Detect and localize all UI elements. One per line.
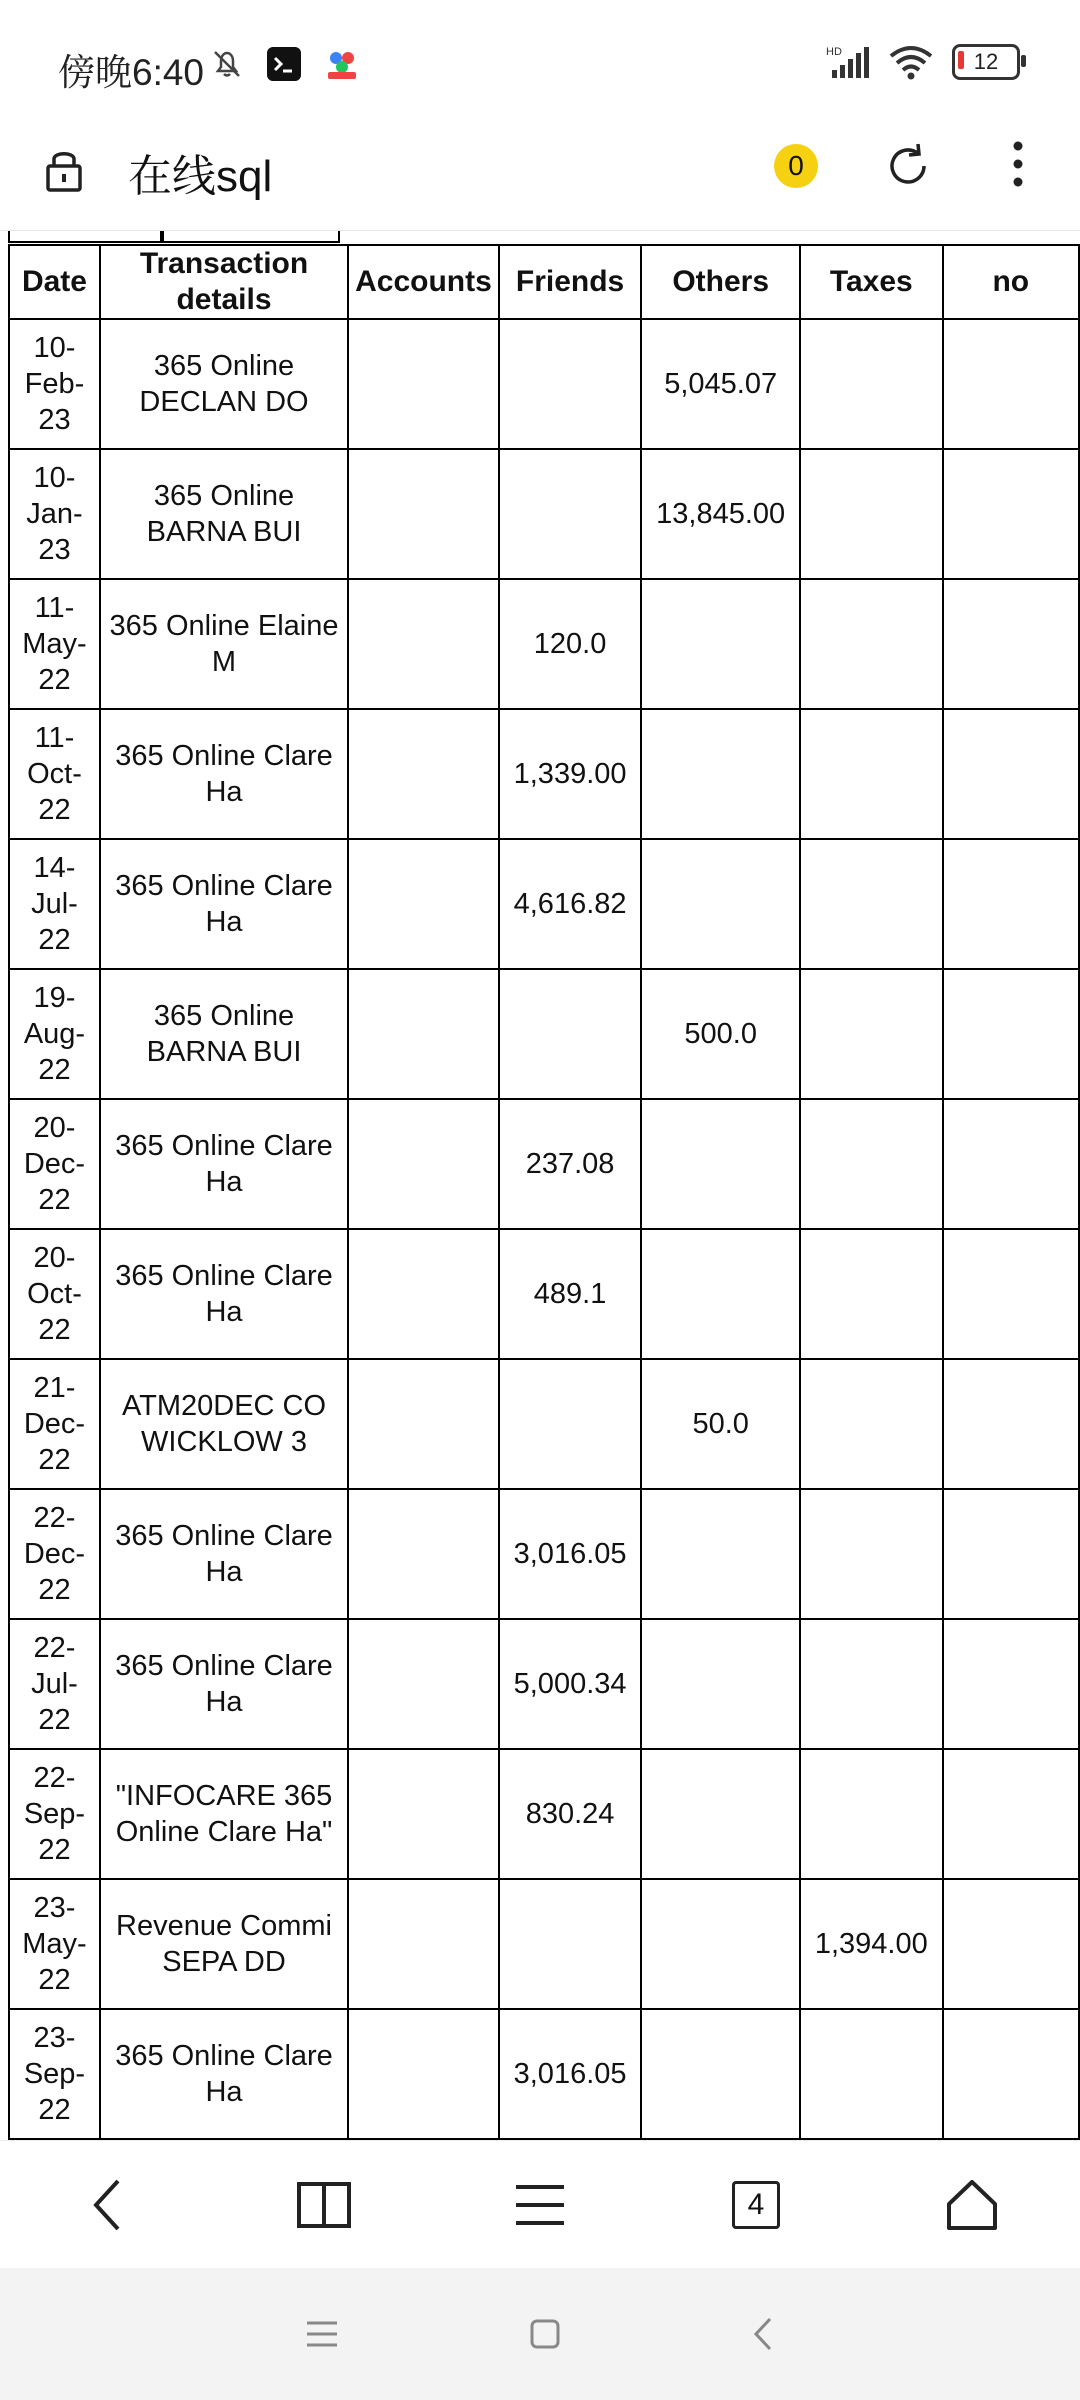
table-cell: 10-Jan-23 bbox=[9, 449, 100, 579]
battery-level: 12 bbox=[973, 49, 999, 74]
book-icon bbox=[296, 2181, 352, 2229]
transactions-table bbox=[8, 244, 1080, 2140]
table-cell: 365 Online Clare Ha bbox=[100, 1619, 348, 1749]
table-row bbox=[9, 839, 1079, 969]
table-cell bbox=[348, 1619, 499, 1749]
table-cell: 19-Aug-22 bbox=[9, 969, 100, 1099]
tabs-button[interactable] bbox=[706, 2155, 806, 2255]
table-cell: 4,616.82 bbox=[499, 839, 642, 969]
system-nav-bar bbox=[0, 2268, 1080, 2400]
column-header: Transaction details bbox=[100, 245, 348, 319]
table-cell: 11-May-22 bbox=[9, 579, 100, 709]
table-row bbox=[9, 1749, 1079, 1879]
column-header: Date bbox=[9, 245, 100, 319]
table-cell bbox=[499, 449, 642, 579]
table-cell bbox=[641, 579, 800, 709]
table-cell: 500.0 bbox=[641, 969, 800, 1099]
table-cell bbox=[943, 579, 1079, 709]
cellular-signal-icon bbox=[826, 44, 870, 80]
table-cell bbox=[499, 969, 642, 1099]
column-header: Friends bbox=[499, 245, 642, 319]
table-cell: 365 Online Elaine M bbox=[100, 579, 348, 709]
table-cell bbox=[943, 319, 1079, 449]
back-button[interactable] bbox=[58, 2155, 158, 2255]
table-cell: 50.0 bbox=[641, 1359, 800, 1489]
table-cell: ATM20DEC CO WICKLOW 3 bbox=[100, 1359, 348, 1489]
table-row bbox=[9, 319, 1079, 449]
table-cell: 120.0 bbox=[499, 579, 642, 709]
table-cell bbox=[641, 839, 800, 969]
table-cell bbox=[943, 1879, 1079, 2009]
table-cell bbox=[800, 969, 943, 1099]
browser-nav-bar bbox=[0, 2140, 1080, 2269]
table-row bbox=[9, 969, 1079, 1099]
table-cell bbox=[800, 1489, 943, 1619]
table-cell bbox=[348, 2009, 499, 2139]
table-cell bbox=[943, 839, 1079, 969]
table-cell: 830.24 bbox=[499, 1749, 642, 1879]
table-cell: "INFOCARE 365 Online Clare Ha" bbox=[100, 1749, 348, 1879]
table-row bbox=[9, 2009, 1079, 2139]
previous-table-edge bbox=[8, 231, 164, 243]
table-cell bbox=[943, 1619, 1079, 1749]
table-cell bbox=[943, 709, 1079, 839]
column-header: no bbox=[943, 245, 1079, 319]
table-cell bbox=[499, 319, 642, 449]
table-row bbox=[9, 709, 1079, 839]
table-row bbox=[9, 1619, 1079, 1749]
table-cell bbox=[641, 2009, 800, 2139]
system-home-icon[interactable] bbox=[529, 2318, 561, 2350]
more-options-icon[interactable] bbox=[1000, 138, 1036, 194]
table-cell bbox=[800, 319, 943, 449]
tab-count: 4 bbox=[732, 2181, 780, 2229]
table-row bbox=[9, 1359, 1079, 1489]
status-time: 傍晚6:40 bbox=[58, 52, 205, 93]
table-row bbox=[9, 1879, 1079, 2009]
table-cell: 365 Online Clare Ha bbox=[100, 1489, 348, 1619]
table-cell bbox=[800, 1229, 943, 1359]
table-cell bbox=[641, 1229, 800, 1359]
table-cell: 365 Online BARNA BUI bbox=[100, 449, 348, 579]
table-cell bbox=[499, 1879, 642, 2009]
app-notification-icon bbox=[324, 46, 360, 82]
table-cell: 237.08 bbox=[499, 1099, 642, 1229]
table-cell: 21-Dec-22 bbox=[9, 1359, 100, 1489]
terminal-app-icon bbox=[266, 46, 302, 82]
page-content[interactable] bbox=[0, 230, 1080, 2141]
table-row bbox=[9, 1099, 1079, 1229]
table-cell bbox=[943, 1489, 1079, 1619]
reader-mode-button[interactable] bbox=[274, 2155, 374, 2255]
notification-badge[interactable]: 0 bbox=[774, 144, 818, 188]
back-arrow-icon bbox=[88, 2175, 128, 2235]
table-cell: 20-Oct-22 bbox=[9, 1229, 100, 1359]
table-cell bbox=[800, 709, 943, 839]
table-cell bbox=[641, 1489, 800, 1619]
table-cell bbox=[348, 1099, 499, 1229]
table-cell bbox=[641, 1619, 800, 1749]
table-cell bbox=[348, 1229, 499, 1359]
table-cell bbox=[800, 1619, 943, 1749]
lock-icon[interactable] bbox=[44, 146, 84, 194]
table-cell bbox=[943, 969, 1079, 1099]
reload-icon[interactable] bbox=[880, 138, 936, 194]
table-cell: 365 Online Clare Ha bbox=[100, 709, 348, 839]
svg-text:HD: HD bbox=[826, 46, 842, 58]
table-cell bbox=[943, 1099, 1079, 1229]
table-cell: 23-May-22 bbox=[9, 1879, 100, 2009]
table-cell bbox=[348, 709, 499, 839]
table-cell bbox=[348, 969, 499, 1099]
table-cell: 11-Oct-22 bbox=[9, 709, 100, 839]
table-cell bbox=[943, 1749, 1079, 1879]
table-cell bbox=[800, 839, 943, 969]
table-cell: 10-Feb-23 bbox=[9, 319, 100, 449]
menu-icon bbox=[514, 2183, 566, 2227]
table-row bbox=[9, 1229, 1079, 1359]
bell-muted-icon bbox=[210, 47, 244, 81]
recent-apps-icon[interactable] bbox=[305, 2319, 339, 2349]
table-cell bbox=[641, 1749, 800, 1879]
table-cell bbox=[641, 1879, 800, 2009]
table-cell: 365 Online Clare Ha bbox=[100, 839, 348, 969]
table-header-row bbox=[9, 245, 1079, 319]
system-back-icon[interactable] bbox=[751, 2316, 775, 2352]
table-cell bbox=[348, 579, 499, 709]
home-icon bbox=[945, 2178, 999, 2232]
table-cell: 365 Online DECLAN DO bbox=[100, 319, 348, 449]
browser-title-bar bbox=[0, 130, 1080, 230]
table-cell: 23-Sep-22 bbox=[9, 2009, 100, 2139]
table-cell bbox=[641, 709, 800, 839]
table-row bbox=[9, 579, 1079, 709]
previous-table-edge bbox=[160, 231, 340, 243]
column-header: Accounts bbox=[348, 245, 499, 319]
table-cell: Revenue Commi SEPA DD bbox=[100, 1879, 348, 2009]
table-cell bbox=[348, 1879, 499, 2009]
table-cell: 365 Online Clare Ha bbox=[100, 1099, 348, 1229]
menu-button[interactable] bbox=[490, 2155, 590, 2255]
table-cell: 365 Online Clare Ha bbox=[100, 1229, 348, 1359]
table-cell bbox=[800, 579, 943, 709]
table-cell: 5,000.34 bbox=[499, 1619, 642, 1749]
home-button[interactable] bbox=[922, 2155, 1022, 2255]
table-cell: 14-Jul-22 bbox=[9, 839, 100, 969]
table-cell bbox=[943, 1359, 1079, 1489]
table-cell: 1,339.00 bbox=[499, 709, 642, 839]
table-row bbox=[9, 1489, 1079, 1619]
table-cell bbox=[800, 449, 943, 579]
table-cell: 3,016.05 bbox=[499, 2009, 642, 2139]
battery-icon bbox=[952, 44, 1020, 80]
table-cell bbox=[800, 1359, 943, 1489]
table-cell: 22-Jul-22 bbox=[9, 1619, 100, 1749]
column-header: Others bbox=[641, 245, 800, 319]
table-cell bbox=[348, 1749, 499, 1879]
table-cell: 1,394.00 bbox=[800, 1879, 943, 2009]
table-cell: 3,016.05 bbox=[499, 1489, 642, 1619]
table-cell bbox=[348, 839, 499, 969]
table-cell: 5,045.07 bbox=[641, 319, 800, 449]
table-cell bbox=[348, 449, 499, 579]
table-cell bbox=[348, 1489, 499, 1619]
page-title[interactable]: 在线sql bbox=[128, 152, 273, 201]
table-cell bbox=[800, 1749, 943, 1879]
table-cell bbox=[499, 1359, 642, 1489]
table-cell bbox=[943, 2009, 1079, 2139]
table-cell bbox=[800, 1099, 943, 1229]
table-cell: 365 Online Clare Ha bbox=[100, 2009, 348, 2139]
table-cell bbox=[800, 2009, 943, 2139]
table-cell bbox=[348, 319, 499, 449]
column-header: Taxes bbox=[800, 245, 943, 319]
table-cell: 20-Dec-22 bbox=[9, 1099, 100, 1229]
table-cell: 22-Dec-22 bbox=[9, 1489, 100, 1619]
table-cell: 365 Online BARNA BUI bbox=[100, 969, 348, 1099]
table-cell bbox=[943, 449, 1079, 579]
wifi-icon bbox=[888, 44, 934, 80]
table-cell: 13,845.00 bbox=[641, 449, 800, 579]
table-row bbox=[9, 449, 1079, 579]
table-cell: 489.1 bbox=[499, 1229, 642, 1359]
table-cell bbox=[943, 1229, 1079, 1359]
table-cell bbox=[348, 1359, 499, 1489]
table-cell bbox=[641, 1099, 800, 1229]
table-cell: 22-Sep-22 bbox=[9, 1749, 100, 1879]
status-bar bbox=[0, 0, 1080, 130]
